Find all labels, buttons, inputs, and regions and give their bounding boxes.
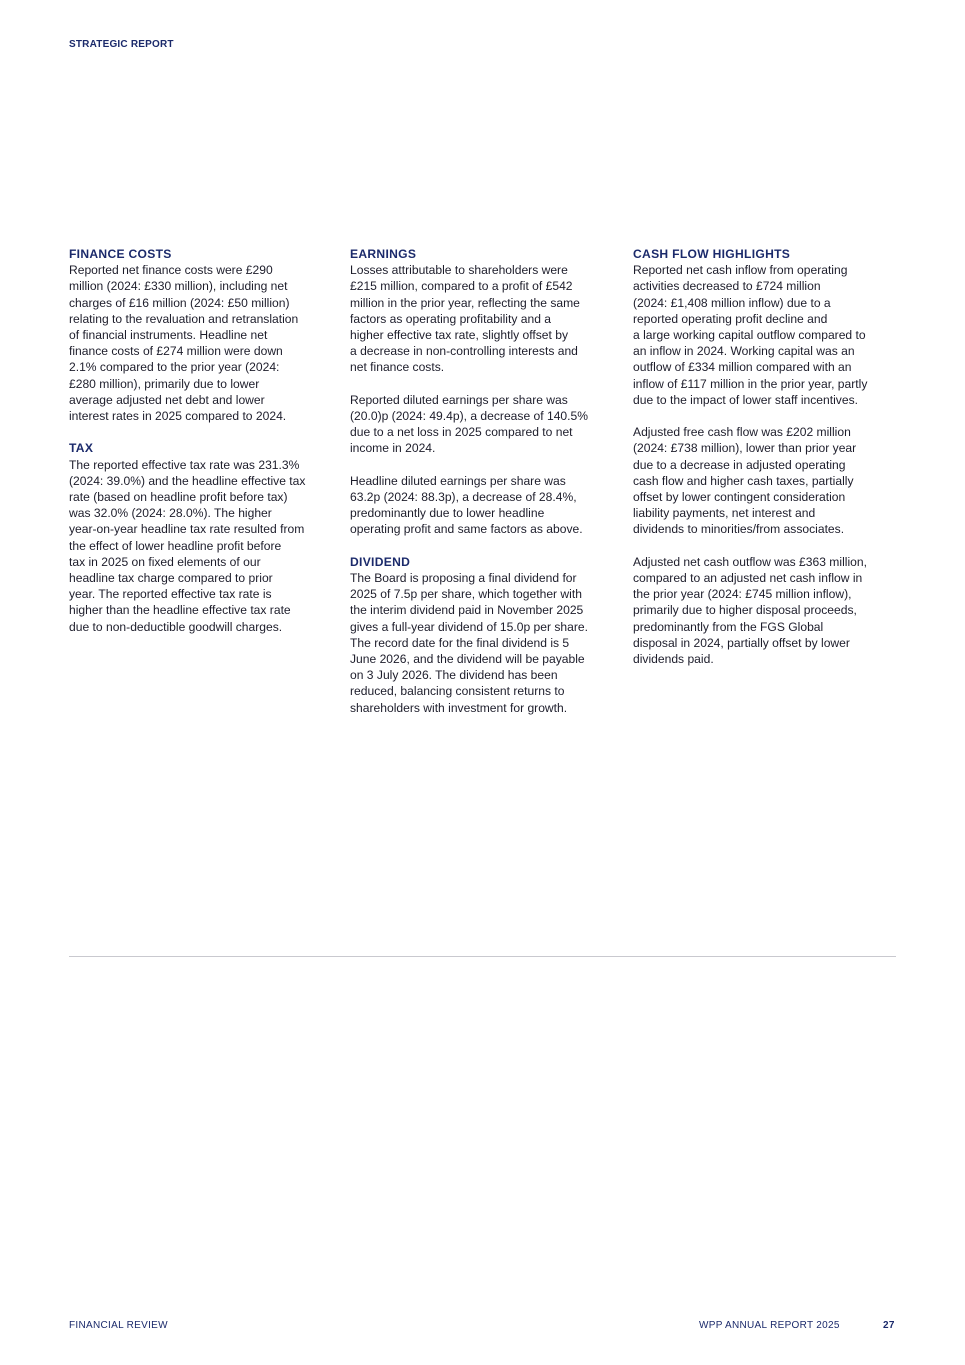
- cash-flow-paragraph-1: Reported net cash inflow from operating activities decreased to £724 million (2024: £1,408 million inflow) due to a reported operating profit decline and a large working capital outflow compared to an inflow in 2024. Working capital was an outflow of £334 million compared with an inflow of £117 million in the prior year, partly due to the impact of lower staff incentives.: [633, 263, 868, 407]
- earnings-heading: EARNINGS: [350, 247, 417, 261]
- finance-costs-paragraph: Reported net finance costs were £290 million (2024: £330 million), including net charges of £16 million (2024: £50 million) relating to the revaluation and retranslation of financial instruments. Headline net finance costs of £274 million were down 2.1% compared to the prior year (2024: £280 million), primarily due to lower average adjusted net debt and lower interest rates in 2025 compared to 2024.: [69, 263, 299, 424]
- column-3: [633, 246, 899, 683]
- tax-section: [69, 440, 335, 634]
- earnings-paragraph-3: Headline diluted earnings per share was 63.2p (2024: 88.3p), a decrease of 28.4%, predominantly due to lower headline operating profit and same factors as above.: [350, 473, 583, 537]
- dividend-section: [350, 554, 616, 716]
- earnings-paragraph-2: Reported diluted earnings per share was (20.0)p (2024: 49.4p), a decrease of 140.5% due to a net loss in 2025 compared to net income in 2024.: [350, 392, 589, 456]
- dividend-heading: DIVIDEND: [350, 554, 411, 569]
- page-number: 27: [883, 1320, 895, 1331]
- dividend-paragraph: The Board is proposing a final dividend for 2025 of 7.5p per share, which together with the interim dividend paid in November 2025 gives a full-year dividend of 15.0p per share. The record date for the final dividend is 5 June 2026, and the dividend will be payable on 3 July 2026. The dividend has been reduced, balancing consistent returns to shareholders with investment for growth.: [350, 571, 588, 715]
- cash-flow-paragraph-2: Adjusted free cash flow was £202 million (2024: £738 million), lower than prior year due to a decrease in adjusted operating cash flow and higher cash taxes, partially offset by lower contingent consideration liability payments, net interest and dividends to minorities/from associates.: [633, 425, 857, 537]
- earnings-paragraph-1: Losses attributable to shareholders were £215 million, compared to a profit of £542 million in the prior year, reflecting the same factors as operating profitability and a higher effective tax rate, slightly offset by a decrease in non-controlling interests and net finance costs.: [350, 263, 580, 375]
- divider-rule: [69, 956, 896, 957]
- finance-costs-section: [69, 246, 335, 424]
- earnings-section: [350, 246, 616, 538]
- tax-paragraph: The reported effective tax rate was 231.3% (2024: 39.0%) and the headline effective tax rate (based on headline profit before tax) was 32.0% (2024: 28.0%). The higher year-on-year headline tax rate resulted from the effect of lower headline profit before tax in 2025 on fixed elements of our headline tax charge compared to prior year. The reported effective tax rate is higher than the headline effective tax rate due to non-deductible goodwill charges.: [69, 457, 306, 634]
- footer-report-title: WPP ANNUAL REPORT 2025: [699, 1320, 840, 1331]
- column-1: [69, 246, 335, 651]
- section-tag: STRATEGIC REPORT: [69, 39, 174, 50]
- cash-flow-heading: CASH FLOW HIGHLIGHTS: [633, 247, 791, 261]
- tax-heading: TAX: [69, 441, 94, 456]
- column-2: [350, 246, 616, 732]
- finance-costs-heading: FINANCE COSTS: [69, 247, 172, 261]
- cash-flow-paragraph-3: Adjusted net cash outflow was £363 million, compared to an adjusted net cash inflow in the prior year (2024: £745 million inflow), primarily due to higher disposal proceeds, predominantly from the FGS Global disposal in 2024, partially offset by lower dividends paid.: [633, 554, 867, 667]
- cash-flow-section: [633, 246, 899, 667]
- footer-section-name: FINANCIAL REVIEW: [69, 1320, 168, 1331]
